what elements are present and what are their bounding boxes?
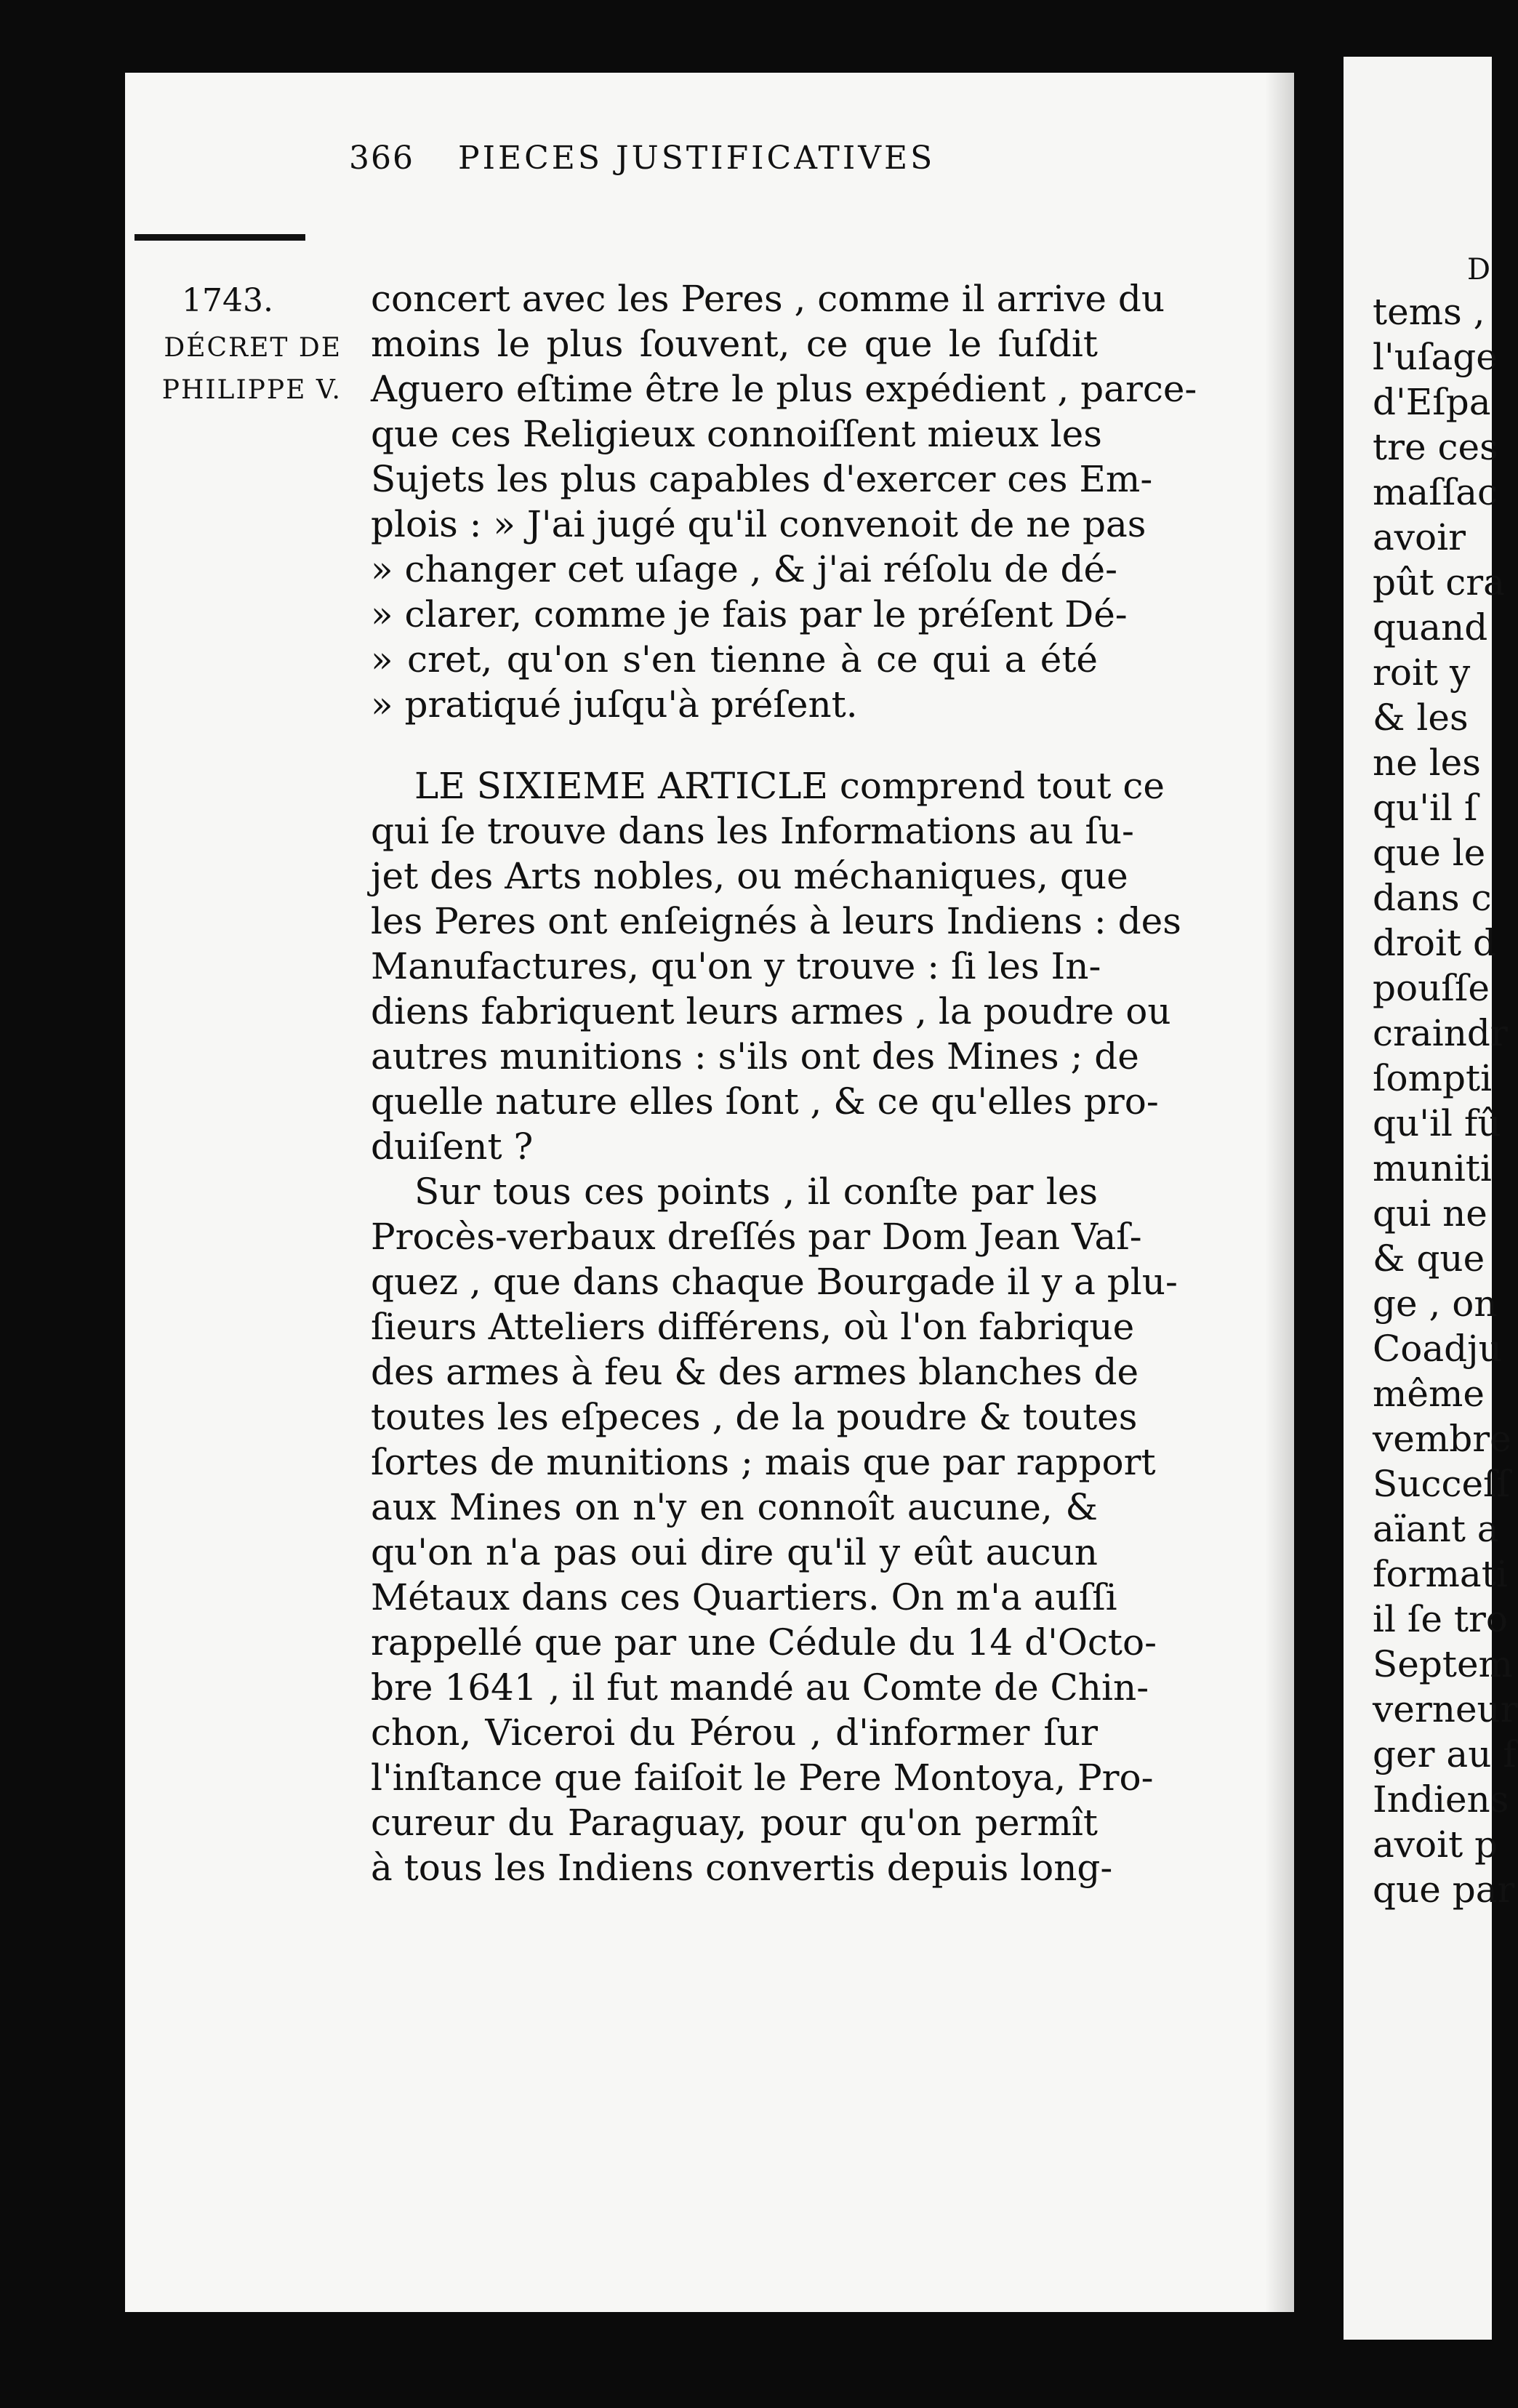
right-line: tems , [1373,291,1485,333]
right-line: quand [1373,606,1488,649]
running-head-title: PIECES JUSTIFICATIVES [458,140,936,177]
paragraph-2 [371,763,1181,1169]
text-line: les Peres ont enſeignés à leurs Indiens : des [371,900,1181,942]
right-line: Coadju [1373,1328,1502,1370]
text-line: toutes les eſpeces , de la poudre & toutes [371,1396,1138,1438]
margin-note-line: PHILIPPE V. [161,375,342,405]
text-line: aux Mines on n'y en connoît aucune, & [371,1486,1098,1528]
right-line: ne les [1373,742,1481,784]
right-line: & que [1373,1237,1485,1280]
page-number: 366 [349,140,414,177]
right-line: qu'il fû [1373,1102,1501,1144]
text-line: rappellé que par une Cédule du 14 d'Octo- [371,1621,1157,1663]
margin-note [131,327,342,412]
text-line: ſieurs Atteliers différens, où l'on fabrique [371,1306,1135,1348]
right-page [1344,57,1518,2340]
right-line: Succeſſ [1373,1463,1511,1505]
text-line: des armes à feu & des armes blanches de [371,1351,1139,1393]
right-line: qu'il ſ [1373,787,1478,829]
text-line: l'inſtance que faiſoit le Pere Montoya, Pro- [371,1757,1154,1799]
right-line: roit y [1373,651,1471,694]
text-line: quez , que dans chaque Bourgade il y a plu- [371,1261,1178,1303]
right-line: maſſac [1373,471,1498,513]
right-line: tre ces [1373,426,1498,468]
text-line: autres munitions : s'ils ont des Mines ; de [371,1035,1139,1077]
margin-rule [134,234,305,241]
right-line: que le [1373,832,1486,874]
right-line: aïant a [1373,1508,1499,1550]
text-line: à tous les Indiens convertis depuis long- [371,1847,1113,1889]
right-line: verneur [1373,1688,1518,1730]
right-line: avoir [1373,516,1466,558]
text-line: Aguero eſtime être le plus expédient , parce- [371,368,1197,410]
text-line: Procès-verbaux dreſſés par Dom Jean Vaſ- [371,1216,1142,1258]
right-line: l'uſage [1373,336,1498,378]
text-line: chon, Viceroi du Pérou , d'informer ſur [371,1711,1098,1754]
text-line: qu'on n'a pas oui dire qu'il y eût aucun [371,1531,1098,1573]
text-line: que ces Religieux connoiſſent mieux les [371,413,1102,455]
right-line: d'Eſpa [1373,381,1491,423]
right-page-text [1373,289,1518,1912]
right-line: pouſſe [1373,967,1490,1009]
text-line: ſortes de munitions ; mais que par rapport [371,1441,1156,1483]
right-line: craindr [1373,1012,1508,1054]
text-line: plois : » J'ai jugé qu'il convenoit de ne pas [371,503,1146,545]
right-line: formati [1373,1553,1508,1595]
right-line: dans c [1373,877,1492,919]
right-line: même [1373,1373,1485,1415]
gutter-shadow [1265,73,1294,2312]
running-header [349,140,935,177]
text-line: Sur tous ces points , il conſte par les [414,1171,1098,1213]
right-line: & les [1373,697,1469,739]
margin-note-line: DÉCRET DE [164,333,342,363]
text-line: duiſent ? [371,1125,534,1168]
right-line: ſompti [1373,1057,1493,1099]
right-line: avoit p [1373,1823,1498,1866]
right-line: droit d [1373,922,1496,964]
text-line: concert avec les Peres , comme il arrive du [371,278,1165,320]
text-line: Métaux dans ces Quartiers. On m'a auſſi [371,1576,1117,1618]
text-line: LE SIXIEME ARTICLE comprend tout ce [414,765,1165,807]
margin-year: 1743. [182,282,273,319]
text-line: jet des Arts nobles, ou méchaniques, que [371,855,1128,897]
right-line: pût cra [1373,561,1505,603]
right-line: vembre [1373,1418,1511,1460]
text-line: cureur du Paraguay, pour qu'on permît [371,1802,1098,1844]
text-line: Sujets les plus capables d'exercer ces Em- [371,458,1153,500]
text-line: » pratiqué juſqu'à préſent. [371,683,858,726]
right-line: Indiens [1373,1778,1509,1821]
text-line: bre 1641 , il fut mandé au Comte de Chin- [371,1666,1149,1709]
right-line: que par [1373,1869,1515,1911]
text-line: » changer cet uſage , & j'ai réſolu de dé- [371,548,1117,590]
right-line: qui ne [1373,1192,1487,1235]
paragraph-3 [371,1169,1178,1890]
right-page-header-fragment: D [1467,253,1491,286]
text-line: quelle nature elles ſont , & ce qu'elles pro- [371,1080,1159,1123]
text-line: moins le plus ſouvent, ce que le ſuſdit [371,323,1098,365]
text-line: » cret, qu'on s'en tienne à ce qui a été [371,638,1098,681]
text-line: » clarer, comme je fais par le préſent Dé- [371,593,1128,635]
right-line: muniti [1373,1147,1492,1189]
right-line: il ſe tro [1373,1598,1508,1640]
right-line: ge , on [1373,1283,1498,1325]
right-line: Septem [1373,1643,1513,1685]
text-line: qui ſe trouve dans les Informations au ſu- [371,810,1134,852]
paragraph-1 [371,276,1197,727]
text-line: Manufactures, qu'on y trouve : ſi les In- [371,945,1101,987]
text-line: diens fabriquent leurs armes , la poudre ou [371,990,1171,1032]
right-line: ger au f [1373,1733,1517,1775]
body-text [371,174,1197,1890]
